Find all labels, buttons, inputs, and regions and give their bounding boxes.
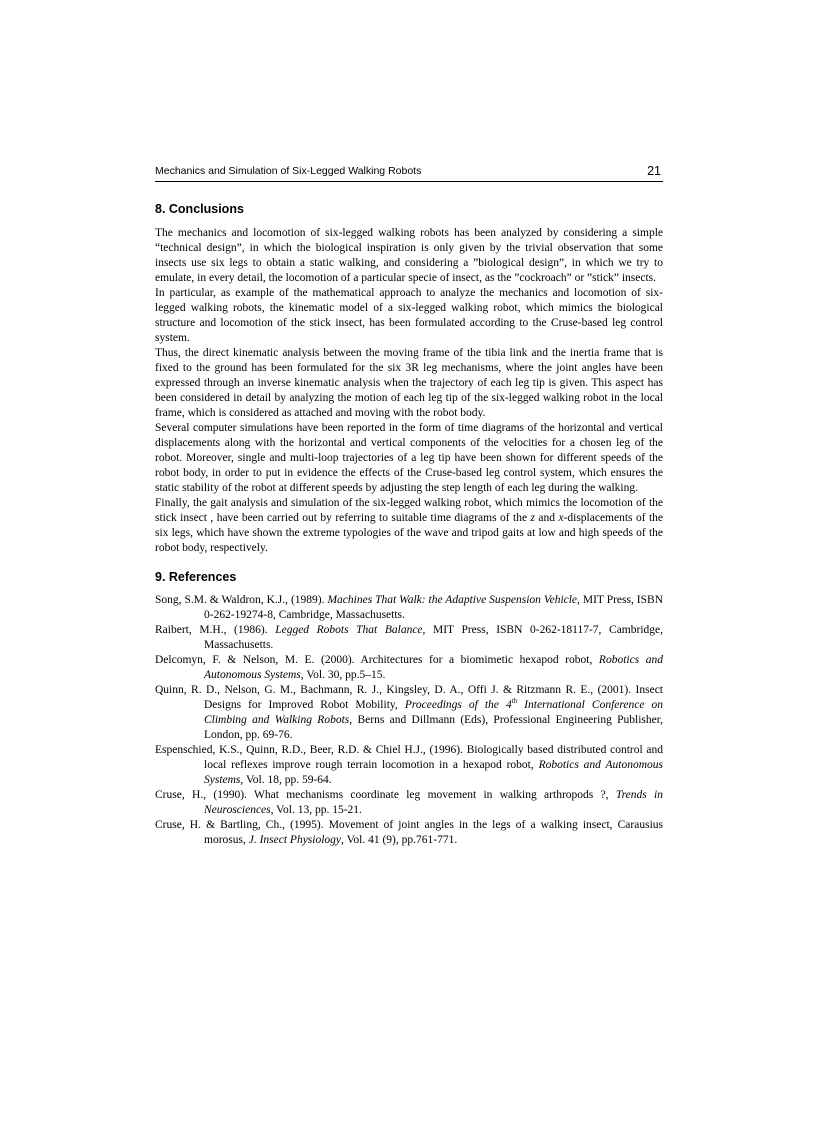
ref-text: Song, S.M. & Waldron, K.J., (1989).	[155, 594, 328, 606]
running-header	[155, 165, 663, 182]
conclusions-body	[155, 226, 663, 556]
ref-text: , Berns and Dillmann (Eds), Professional Engineering Publisher, London, pp. 69-76.	[204, 714, 664, 741]
ref-text: Cruse, H., (1990). What mechanisms coordinate leg movement in walking arthropods ?,	[155, 789, 616, 801]
ref-title: Trends in Neurosciences	[204, 789, 663, 816]
ref-superscript: th	[511, 697, 518, 706]
ref-text: Cruse, H. & Bartling, Ch., (1995). Movement of joint angles in the legs of a walking insect, Carausius morosus,	[155, 819, 663, 846]
reference-item	[155, 653, 663, 683]
ref-title: International Conference on Climbing and Walking Robots	[204, 699, 664, 726]
ref-title: Legged Robots That Balance	[275, 624, 423, 636]
reference-item	[155, 593, 663, 623]
ref-title: Robotics and Autonomous Systems	[204, 759, 663, 786]
conclusions-heading: 8. Conclusions	[155, 202, 244, 216]
reference-item	[155, 683, 663, 743]
variable-z: z	[530, 512, 535, 524]
references-list	[155, 593, 663, 848]
page-number: 21	[647, 164, 661, 178]
references-heading: 9. References	[155, 570, 237, 584]
ref-title: Robotics and Autonomous Systems,	[204, 654, 663, 681]
page-content	[155, 202, 663, 848]
variable-x: x	[558, 512, 564, 524]
paragraph: Several computer simulations have been reported in the form of time diagrams of the horizontal and vertical displacements along with the horizontal and vertical components of the velocities for a chosen leg of the robot. Moreover, single and multi-loop trajectories of a leg tip have been shown for different speeds of the robot body, in order to put in evidence the effects of the Cruse-based leg control system, which ensures the static stability of the robot at different speeds by adjusting the step length of each leg during the walking.	[155, 422, 663, 494]
ref-text: Espenschied, K.S., Quinn, R.D., Beer, R.D. & Chiel H.J., (1996). Biologically based distributed control and local reflexes improve rough terrain locomotion in a hexapod robot,	[155, 744, 663, 771]
text-run: and	[534, 512, 559, 524]
ref-title: Proceedings of the 4	[404, 699, 512, 711]
ref-text: Vol. 30, pp.5–15.	[303, 669, 386, 681]
ref-text: Delcomyn, F. & Nelson, M. E. (2000). Architectures for a biomimetic hexapod robot,	[155, 654, 599, 666]
paragraph	[155, 496, 663, 556]
ref-text: , Vol. 18, pp. 59-64.	[240, 774, 332, 786]
reference-item	[155, 788, 663, 818]
reference-item	[155, 818, 663, 848]
text-run: -displacements of the six legs, which have shown the extreme typologies of the wave and tripod gaits at low and high speeds of the robot body, respectively.	[155, 512, 664, 554]
ref-text: , MIT Press, ISBN 0-262-19274-8, Cambridge, Massachusetts.	[204, 594, 663, 621]
reference-item	[155, 623, 663, 653]
ref-title: Machines That Walk: the Adaptive Suspension Vehicle	[327, 594, 578, 606]
ref-text: , MIT Press, ISBN 0-262-18117-7, Cambridge, Massachusetts.	[204, 624, 663, 651]
paragraph: In particular, as example of the mathematical approach to analyze the mechanics and locomotion of six-legged walking robots, the kinematic model of a six-legged walking robot, which mimics the biological structure and locomotion of the stick insect, has been formulated according to the Cruse-based leg control system.	[155, 287, 663, 344]
paragraph: The mechanics and locomotion of six-legged walking robots has been analyzed by considering a simple “technical design”, in which the biological inspiration is only given by the trivial observation that some insects use six legs to obtain a static walking, and considering a ”biological design”, in which we try to emulate, in every detail, the locomotion of a particular specie of insect, as the ”cockroach” or ”stick” insects.	[155, 227, 663, 284]
text-run: Finally, the gait analysis and simulation of the six-legged walking robot, which mimics the locomotion of the stick insect , have been carried out by referring to suitable time diagrams of the	[155, 497, 663, 524]
ref-text: Quinn, R. D., Nelson, G. M., Bachmann, R. J., Kingsley, D. A., Offi J. & Ritzmann R. E., (2001). Insect Designs for Improved Robot Mobility,	[155, 684, 663, 711]
running-title: Mechanics and Simulation of Six-Legged Walking Robots	[155, 165, 422, 177]
ref-text: Raibert, M.H., (1986).	[155, 624, 276, 636]
reference-item	[155, 743, 663, 788]
paragraph: Thus, the direct kinematic analysis between the moving frame of the tibia link and the inertia frame that is fixed to the ground has been formulated for the six 3R leg mechanisms, where the joint angles have been expressed through an inverse kinematic analysis when the trajectory of each leg tip is given. This aspect has been considered in detail by analyzing the motion of each leg tip of the six-legged walking robot in the local frame, which is considered as attached and moving with the robot body.	[155, 347, 663, 419]
ref-text: , Vol. 13, pp. 15-21.	[270, 804, 362, 816]
ref-title: J. Insect Physiology	[248, 834, 342, 846]
ref-text: , Vol. 41 (9), pp.761-771.	[341, 834, 458, 846]
